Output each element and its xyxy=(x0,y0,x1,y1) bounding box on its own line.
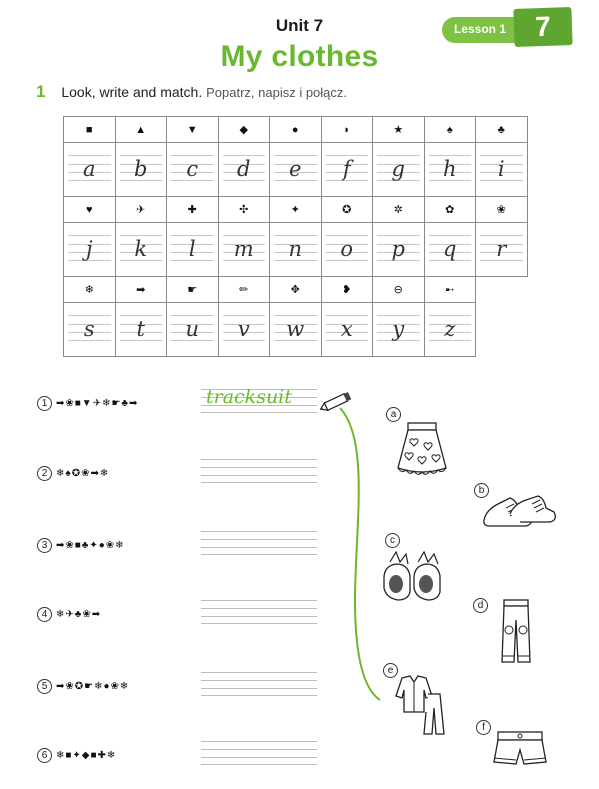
empty-cell xyxy=(476,277,528,303)
symbol-cell: ➸ xyxy=(424,277,476,303)
symbol-cell: ★ xyxy=(373,117,425,143)
shoes-icon xyxy=(380,548,450,604)
letter-cell: m xyxy=(218,223,270,277)
tracksuit-icon xyxy=(388,672,452,736)
letter-cell: y xyxy=(373,303,425,357)
letter-cell: u xyxy=(167,303,219,357)
picture-label-f: f xyxy=(476,720,491,735)
word-code: ➡❀■▼✈❄☛♣➡ xyxy=(56,397,139,409)
letter-cell: i xyxy=(476,143,528,197)
coded-word-6 xyxy=(37,745,116,765)
word-number: 4 xyxy=(37,607,52,622)
letter-row xyxy=(64,223,528,277)
coded-word-4 xyxy=(37,604,101,624)
symbol-cell: ❄ xyxy=(64,277,116,303)
letter-cell: n xyxy=(270,223,322,277)
word-number: 2 xyxy=(37,466,52,481)
empty-cell xyxy=(476,303,528,357)
symbol-row xyxy=(64,277,528,303)
letter-cell: t xyxy=(115,303,167,357)
symbol-cell: ✥ xyxy=(270,277,322,303)
word-number: 3 xyxy=(37,538,52,553)
symbol-cell: ❀ xyxy=(476,197,528,223)
jeans-icon xyxy=(498,598,534,664)
exercise-instruction xyxy=(36,82,347,102)
symbol-cell: ❥ xyxy=(321,277,373,303)
symbol-cell: ♠ xyxy=(424,117,476,143)
pencil-icon xyxy=(318,391,354,413)
picture-label-e: e xyxy=(383,663,398,678)
skirt-icon xyxy=(392,420,452,480)
letter-cell: o xyxy=(321,223,373,277)
letter-cell: a xyxy=(64,143,116,197)
letter-cell: r xyxy=(476,223,528,277)
symbol-cell: ▲ xyxy=(115,117,167,143)
symbol-cell: ♥ xyxy=(64,197,116,223)
unit-label: Unit 7 xyxy=(275,16,324,35)
symbol-row xyxy=(64,197,528,223)
symbol-cell: ✪ xyxy=(321,197,373,223)
symbol-cell: ✈ xyxy=(115,197,167,223)
letter-cell: c xyxy=(167,143,219,197)
letter-cell: d xyxy=(218,143,270,197)
symbol-cell: ✏ xyxy=(218,277,270,303)
letter-cell: l xyxy=(167,223,219,277)
letter-cell: w xyxy=(270,303,322,357)
symbol-cell: ◆ xyxy=(218,117,270,143)
letter-cell: f xyxy=(321,143,373,197)
word-code: ❄♠✪❀➡❄ xyxy=(56,467,110,479)
picture-label-c: c xyxy=(385,533,400,548)
coded-word-2 xyxy=(37,463,109,483)
writing-lines-6[interactable] xyxy=(201,741,317,765)
coded-word-3 xyxy=(37,535,125,555)
example-answer: tracksuit xyxy=(206,386,292,408)
letter-row xyxy=(64,143,528,197)
symbol-cell: ▼ xyxy=(167,117,219,143)
letter-cell: z xyxy=(424,303,476,357)
symbol-cell: ■ xyxy=(64,117,116,143)
symbol-cell: ☛ xyxy=(167,277,219,303)
word-number: 5 xyxy=(37,679,52,694)
letter-cell: k xyxy=(115,223,167,277)
instruction-polish: Popatrz, napisz i połącz. xyxy=(206,85,348,100)
symbol-cell: ⊖ xyxy=(373,277,425,303)
word-number: 6 xyxy=(37,748,52,763)
word-code: ➡❀✪☛❄●❀❄ xyxy=(56,680,130,692)
lesson-label: Lesson 1 xyxy=(454,22,507,36)
letter-cell: q xyxy=(424,223,476,277)
symbol-cell: ♣ xyxy=(476,117,528,143)
letter-cell: h xyxy=(424,143,476,197)
symbol-cell: ✦ xyxy=(270,197,322,223)
letter-cell: s xyxy=(64,303,116,357)
exercise-number: 1 xyxy=(36,82,46,101)
word-code: ❄✈♣❀➡ xyxy=(56,608,102,620)
word-number: 1 xyxy=(37,396,52,411)
letter-row xyxy=(64,303,528,357)
word-code: ➡❀■♣✦●❀❄ xyxy=(56,539,125,551)
picture-label-d: d xyxy=(473,598,488,613)
letter-cell: x xyxy=(321,303,373,357)
word-code: ❄■✦◆■✚❄ xyxy=(56,749,117,761)
symbol-cell: ✣ xyxy=(218,197,270,223)
symbol-cell: ✲ xyxy=(373,197,425,223)
letter-cell: v xyxy=(218,303,270,357)
lesson-number-badge xyxy=(513,7,572,47)
letter-cell: g xyxy=(373,143,425,197)
instruction-english: Look, write and match. xyxy=(61,84,203,100)
symbol-cell: ● xyxy=(270,117,322,143)
picture-label-a: a xyxy=(386,407,401,422)
letter-cell: p xyxy=(373,223,425,277)
symbol-code-grid xyxy=(63,116,528,357)
symbol-cell: ✚ xyxy=(167,197,219,223)
symbol-cell: ✿ xyxy=(424,197,476,223)
symbol-cell: ➡ xyxy=(115,277,167,303)
letter-cell: b xyxy=(115,143,167,197)
letter-cell: e xyxy=(270,143,322,197)
shorts-icon xyxy=(490,728,550,768)
coded-word-1 xyxy=(37,393,138,413)
letter-cell: j xyxy=(64,223,116,277)
trainers-icon xyxy=(480,490,560,530)
picture-label-b: b xyxy=(474,483,489,498)
page-title: My clothes xyxy=(220,40,379,73)
symbol-row xyxy=(64,117,528,143)
symbol-cell: ◗ xyxy=(321,117,373,143)
coded-word-5 xyxy=(37,676,129,696)
lesson-number: 7 xyxy=(534,10,552,43)
